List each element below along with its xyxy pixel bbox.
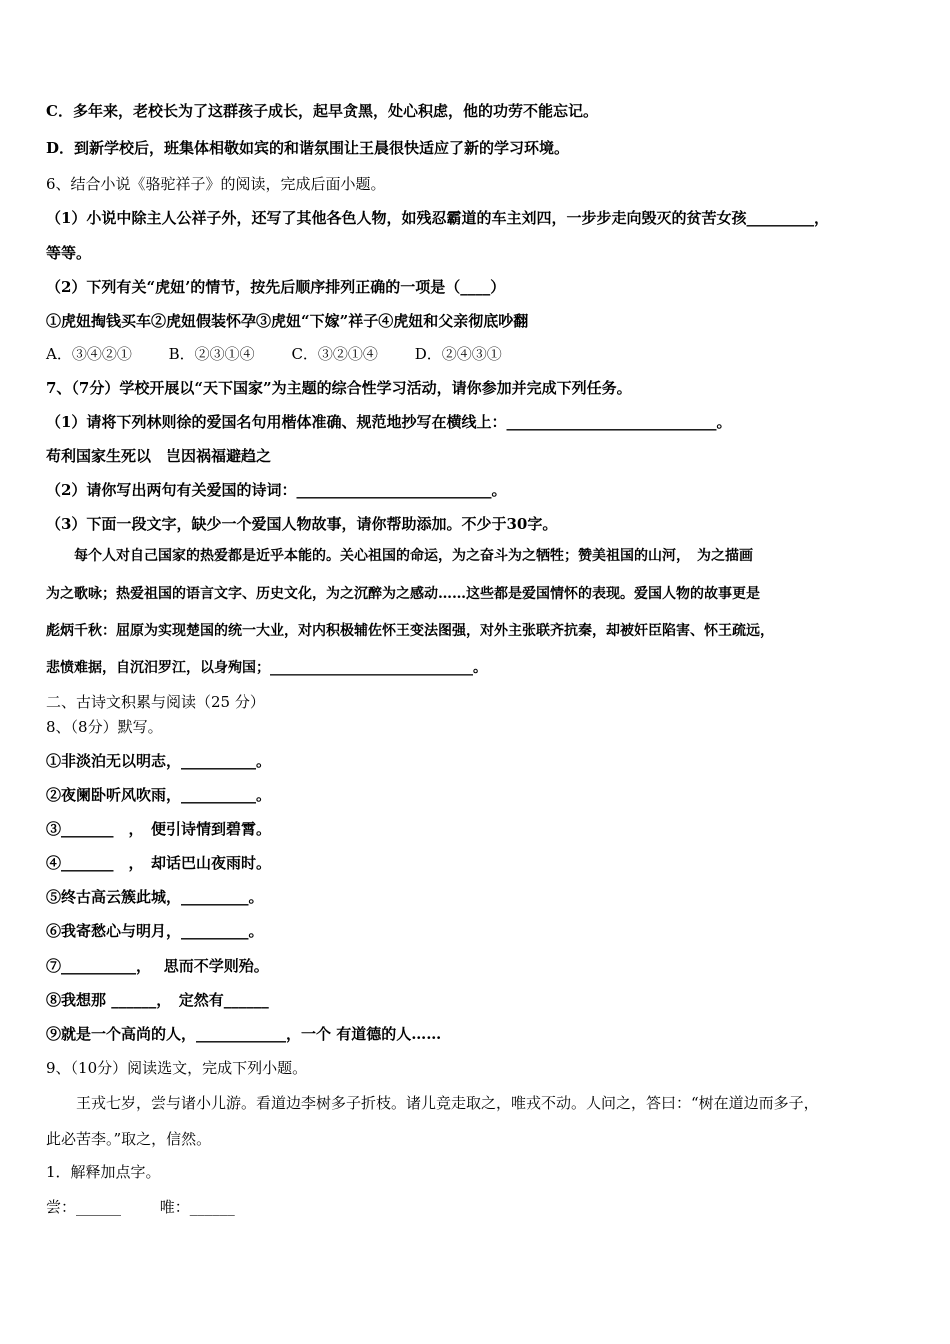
option-d: D．②④③① xyxy=(414,345,502,363)
question-7-quote: 苟利国家生死以 岂因祸福避趋之 xyxy=(46,447,272,465)
passage-line-1: 每个人对自己国家的热爱都是近乎本能的。关心祖国的命运，为之奋斗为之牺牲；赞美祖国的山河， 为之描画 xyxy=(46,548,753,564)
question-6-part1-end: 等等。 xyxy=(46,244,92,262)
question-7-part2: （2）请你写出两句有关爱国的诗词：__________________________。 xyxy=(46,481,507,499)
question-8-item-3: ③_______ ， 便引诗情到碧霄。 xyxy=(46,820,272,838)
option-a: A．③④②① xyxy=(46,345,132,363)
answer-chang: 尝：______ xyxy=(46,1198,122,1216)
question-8-item-2: ②夜阑卧听风吹雨，__________。 xyxy=(46,786,272,804)
question-6-stem: 6、结合小说《骆驼祥子》的阅读，完成后面小题。 xyxy=(46,175,386,193)
option-d-line: D．到新学校后，班集体相敬如宾的和谐氛围让王晨很快适应了新的学习环境。 xyxy=(46,139,570,157)
question-9-text-2: 此必苦李。”取之，信然。 xyxy=(46,1130,212,1148)
question-8-item-1: ①非淡泊无以明志，__________。 xyxy=(46,752,272,770)
question-9-sub-1: 1．解释加点字。 xyxy=(46,1163,161,1181)
question-9-stem: 9、（10分）阅读选文，完成下列小题。 xyxy=(46,1059,308,1077)
passage-line-2: 为之歌咏；热爱祖国的语言文字、历史文化，为之沉醉为之感动……这些都是爱国情怀的表现。爱国人物的故事更是 xyxy=(46,586,760,602)
option-b: B．②③①④ xyxy=(168,345,255,363)
question-6-options xyxy=(46,344,502,364)
question-9-text-1: 王戎七岁，尝与诸小儿游。看道边李树多子折枝。诸儿竞走取之，唯戎不动。人问之，答曰：“树在道边而多子， xyxy=(46,1094,819,1112)
question-8-item-5: ⑤终古高云簇此城，_________。 xyxy=(46,888,264,906)
question-6-events: ①虎妞掏钱买车②虎妞假装怀孕③虎妞“下嫁”祥子④虎妞和父亲彻底吵翻 xyxy=(46,312,529,330)
question-6-part1: （1）小说中除主人公祥子外，还写了其他各色人物，如残忍霸道的车主刘四，一步步走向毁灭的贫苦女孩_________， xyxy=(46,209,829,227)
option-c-line: C．多年来，老校长为了这群孩子成长，起早贪黑，处心积虑，他的功劳不能忘记。 xyxy=(46,102,598,120)
question-7-part3: （3）下面一段文字，缺少一个爱国人物故事，请你帮助添加。不少于30字。 xyxy=(46,515,558,533)
question-6-part2: （2）下列有关“虎妞’的情节，按先后顺序排列正确的一项是（____） xyxy=(46,278,506,296)
section-2-heading: 二、古诗文积累与阅读（25 分） xyxy=(46,693,265,711)
option-c: C．③②①④ xyxy=(291,345,378,363)
question-8-stem: 8、（8分）默写。 xyxy=(46,718,163,736)
passage-line-3: 彪炳千秋：屈原为实现楚国的统一大业，对内积极辅佐怀王变法图强，对外主张联齐抗秦，却被奸臣陷害、怀王疏远， xyxy=(46,623,774,639)
question-7-part1: （1）请将下列林则徐的爱国名句用楷体准确、规范地抄写在横线上：____________________________。 xyxy=(46,413,732,431)
question-7-stem: 7、（7分）学校开展以“天下国家”为主题的综合性学习活动，请你参加并完成下列任务。 xyxy=(46,379,632,397)
question-8-item-4: ④_______ ， 却话巴山夜雨时。 xyxy=(46,854,272,872)
question-9-sub-1-answers xyxy=(46,1197,235,1217)
question-8-item-6: ⑥我寄愁心与明月，_________。 xyxy=(46,922,264,940)
passage-line-4: 悲愤难据，自沉汨罗江，以身殉国；_____________________________。 xyxy=(46,660,487,676)
answer-wei: 唯：______ xyxy=(159,1198,235,1216)
question-8-item-8: ⑧我想那 ______， 定然有______ xyxy=(46,991,269,1009)
question-8-item-9: ⑨就是一个高尚的人，____________，一个 有道德的人…… xyxy=(46,1025,442,1043)
question-8-item-7: ⑦__________， 思而不学则殆。 xyxy=(46,957,269,975)
